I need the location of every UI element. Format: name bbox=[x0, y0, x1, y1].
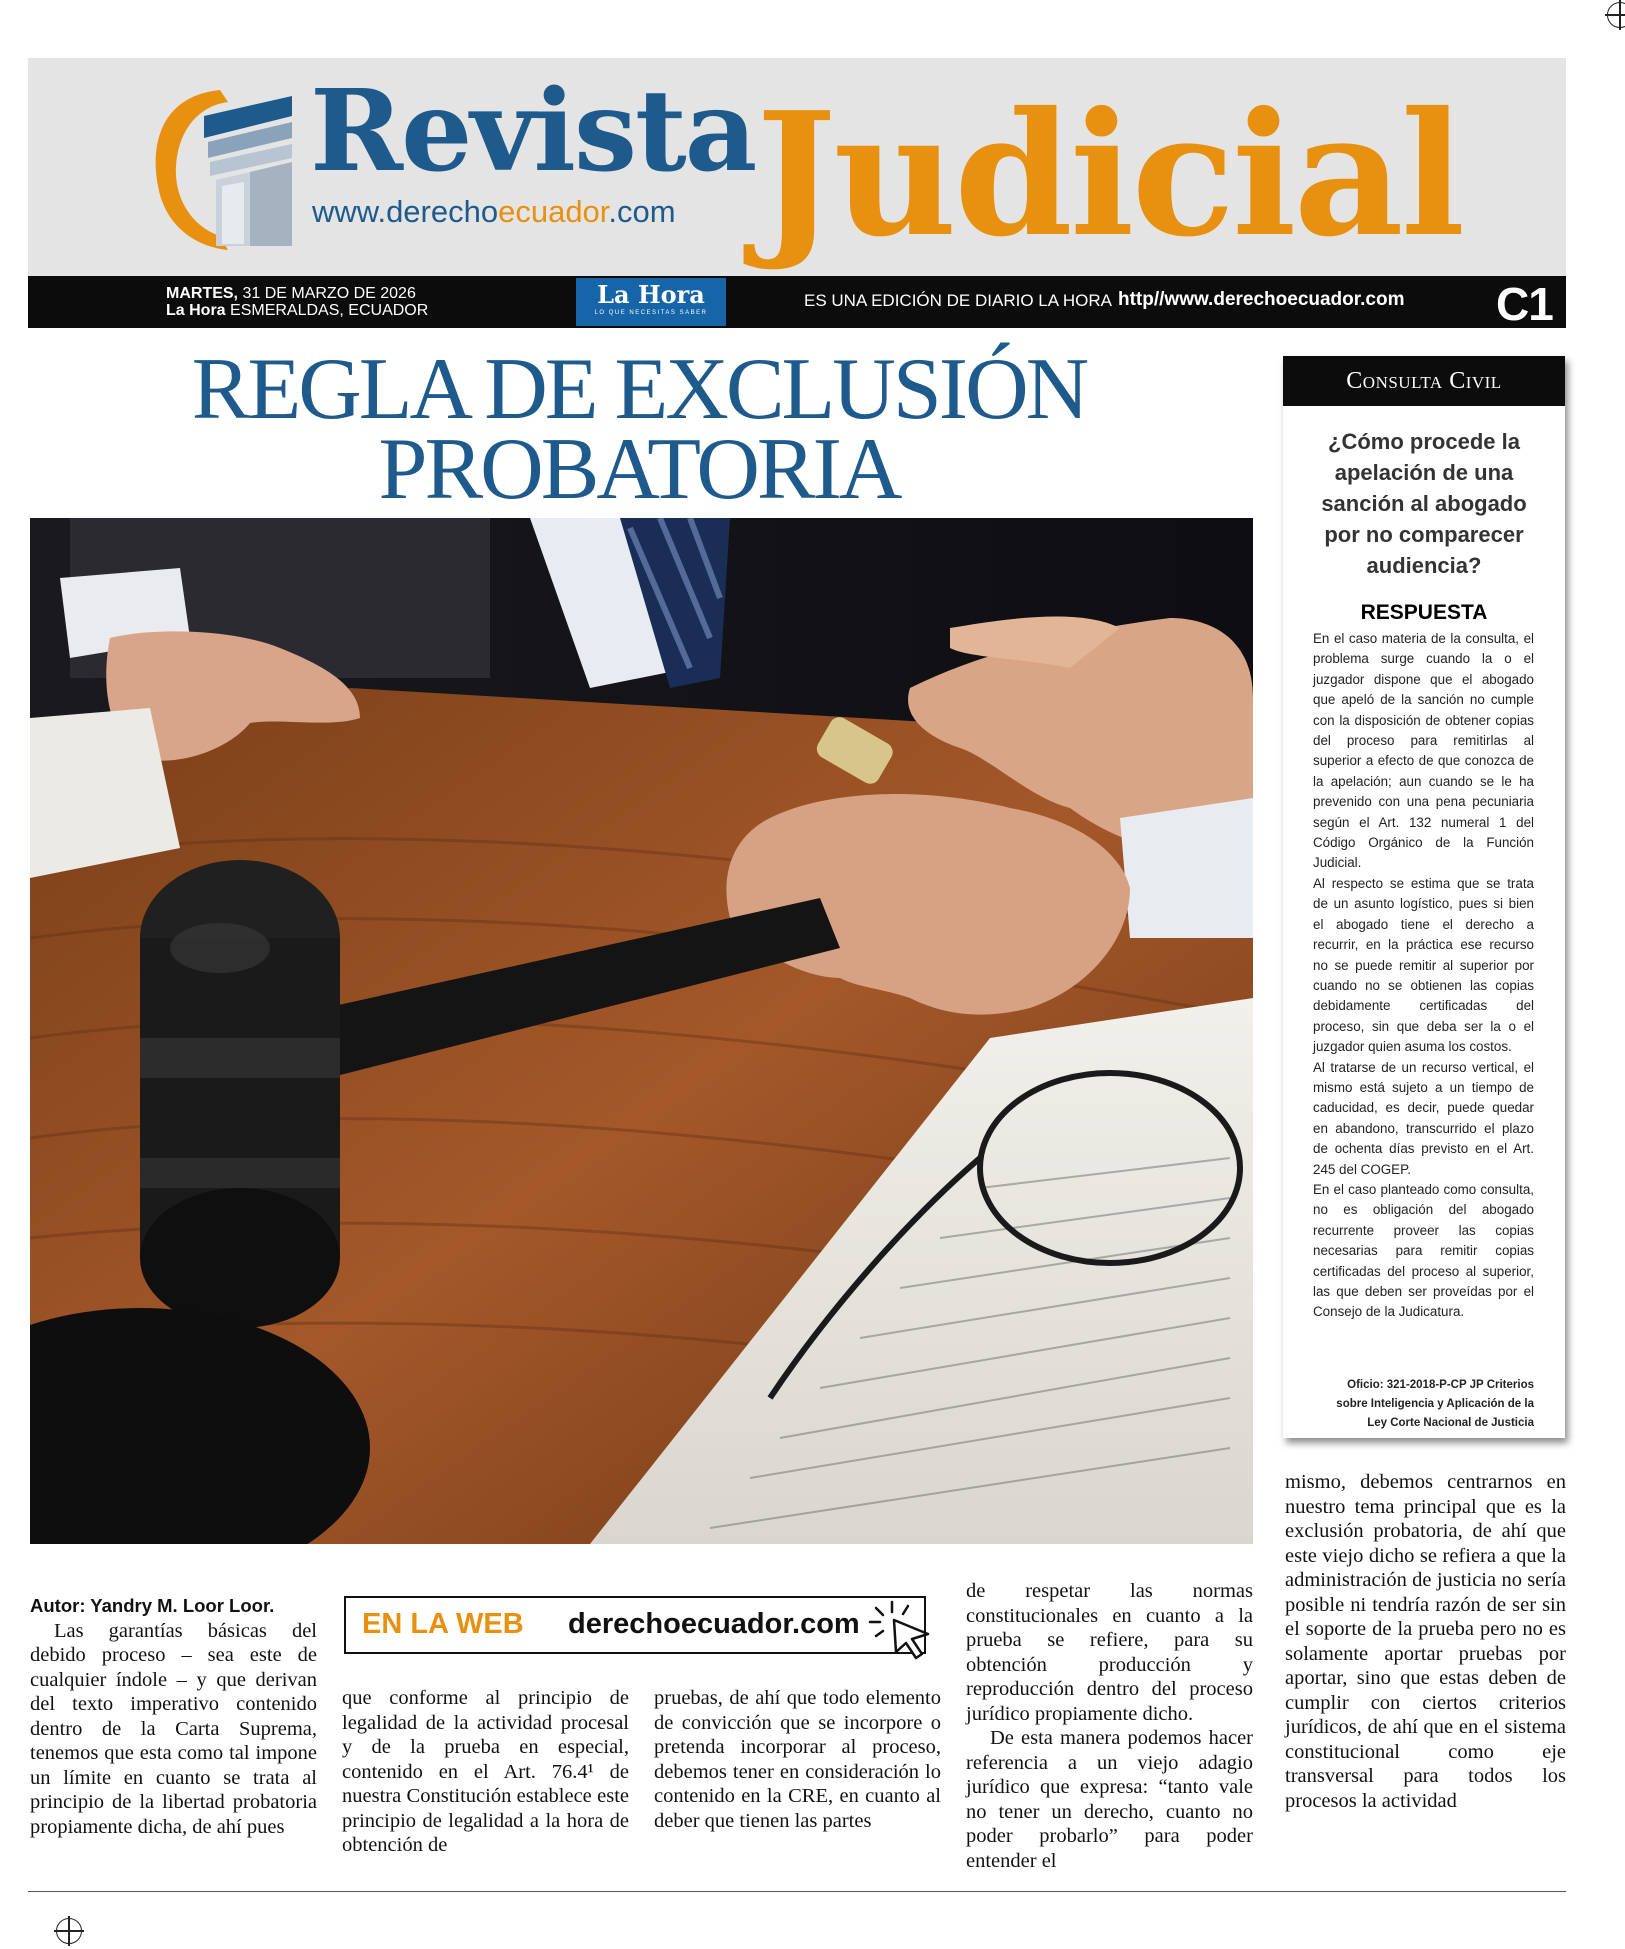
masthead-judicial: Judicial bbox=[756, 75, 1463, 275]
la-hora-name: La Hora bbox=[597, 280, 705, 309]
masthead-revista: Revista bbox=[310, 66, 756, 197]
sidebar-answer-title: RESPUESTA bbox=[1360, 601, 1488, 624]
website-link[interactable]: http//www.derechoecuador.com bbox=[1118, 289, 1405, 310]
sidebar-paragraph: En el caso materia de la consulta, el problema surge cuando la o el juzgador dispone que el abogado que apeló de la sanción no cumple con la disposición de obtener copias del proceso para remitirlas al superior a efecto de que conozca de la apelación; aun cuando se le ha prevenido con una pena pecuniaria según el Art. 132 numeral 1 del Código Orgánico de la Función Judicial. bbox=[1313, 631, 1534, 871]
issue-day: MARTES, bbox=[166, 285, 238, 302]
issue-paper: La Hora bbox=[166, 302, 226, 319]
page-number: C1 bbox=[1496, 278, 1553, 330]
sidebar-paragraph: En el caso planteado como consulta, no es obligación del abogado recurrente proveer las copias necesarias para remitir copias certificadas del proceso al superior, las que deben ser proveídas por el Consejo de la Judicatura. bbox=[1313, 1181, 1534, 1320]
sidebar-reference-line: Oficio: 321-2018-P-CP JP Criterios bbox=[1347, 1379, 1534, 1391]
article-paragraph: De esta manera podemos hacer referencia a un viejo adagio jurídico que expresa: “tanto vale no tener un derecho, cuanto no poder probarlo” para poder entender el bbox=[966, 1727, 1253, 1872]
bottom-rule bbox=[28, 1891, 1566, 1892]
edition-note: ES UNA EDICIÓN DE DIARIO LA HORA bbox=[804, 291, 1112, 310]
en-la-web-label: EN LA WEB bbox=[362, 1608, 524, 1640]
courtroom-photo-illustration bbox=[30, 518, 1253, 1544]
column-logo-icon bbox=[150, 86, 300, 254]
consulta-civil-sidebar bbox=[1283, 356, 1565, 1438]
article-photo bbox=[30, 518, 1253, 1544]
issue-city: ESMERALDAS, ECUADOR bbox=[225, 302, 429, 319]
sidebar-reference bbox=[1304, 1376, 1534, 1433]
cursor-click-icon bbox=[862, 1594, 942, 1674]
sidebar-paragraph: Al respecto se estima que se trata de un asunto logístico, pues si bien el abogado tiene el derecho a recurrir, en la práctica ese recurso no se puede remitir al superior por cuando no se obtienen las copias debidamente certificadas del proceso, sin que deba ser la o el juzgador quien asuma los costos. bbox=[1313, 875, 1534, 1055]
sidebar-reference-line: Ley Corte Nacional de Justicia bbox=[1367, 1417, 1534, 1429]
en-la-web-url[interactable]: derechoecuador.com bbox=[568, 1608, 860, 1640]
article-column-3 bbox=[654, 1686, 941, 1833]
article-author: Autor: Yandry M. Loor Loor. bbox=[30, 1595, 275, 1616]
masthead-url bbox=[312, 194, 676, 230]
url-suffix: .com bbox=[608, 194, 676, 229]
article-column-5 bbox=[1285, 1470, 1566, 1813]
article-paragraph: de respetar las normas constitucionales en cuanto a la prueba se refiere, para su obtención producción y reproducción dentro del proceso jurídico propiamente dicho. bbox=[966, 1580, 1253, 1725]
la-hora-logo bbox=[576, 278, 726, 326]
masthead bbox=[28, 58, 1566, 276]
article-column-1 bbox=[30, 1594, 317, 1839]
issue-date bbox=[166, 285, 428, 319]
headline-line-2: PROBATORIA bbox=[378, 421, 900, 518]
headline-line-1: REGLA DE EXCLUSIÓN bbox=[191, 341, 1087, 438]
article-paragraph: Las garantías básicas del debido proceso – sea este de cualquier índole – y que derivan del texto imperativo contenido dentro de la Carta Suprema, tenemos que esta como tal impone un límite en cuanto se trata al principio de la libertad probatoria propiamente dicha, de ahí pues bbox=[30, 1619, 317, 1838]
registration-mark-top-right bbox=[1607, 2, 1625, 28]
article-paragraph: pruebas, de ahí que todo elemento de convicción que se incorpore o pretenda incorporar al proceso, debemos tener en consideración lo contenido en la CRE, en cuanto al deber que tienen las partes bbox=[654, 1687, 941, 1832]
article-paragraph: mismo, debemos centrarnos en nuestro tema principal que es la exclusión probatoria, de ahí que este viejo dicho se refiera a que la administración de justicia no sería posible ni tendría razón de ser sin el soporte de la prueba pero no es solamente aportar pruebas por aportar, sino que estas deben de cumplir con ciertos criterios jurídicos, de ahí que en el sistema constitucional como eje transversal para todos los procesos la actividad bbox=[1285, 1471, 1566, 1812]
article-column-2 bbox=[342, 1686, 629, 1858]
sidebar-paragraph: Al tratarse de un recurso vertical, el mismo está sujeto a un tiempo de caducidad, es decir, puede quedar en abandono, transcurrido el plazo de ochenta días previsto en el Art. 245 del COGEP. bbox=[1313, 1059, 1534, 1177]
url-accent: ecuador bbox=[498, 194, 609, 229]
sidebar-question: ¿Cómo procede la apelación de una sanción al abogado por no comparecer audiencia? bbox=[1321, 429, 1527, 578]
url-prefix: www.derecho bbox=[312, 194, 499, 229]
la-hora-tagline: LO QUE NECESITAS SABER bbox=[594, 310, 708, 316]
en-la-web-box[interactable] bbox=[344, 1596, 926, 1654]
sidebar-answer-body bbox=[1313, 629, 1534, 1323]
article-column-4 bbox=[966, 1579, 1253, 1873]
registration-mark-bottom-left bbox=[56, 1918, 82, 1944]
article-paragraph: que conforme al principio de legalidad de la actividad procesal y de la prueba en especial, contenido en el Art. 76.4¹ de nuestra Constitución establece este principio de legalidad a la hora de obtención de bbox=[342, 1687, 629, 1856]
article-headline bbox=[28, 341, 1250, 518]
sidebar-reference-line: sobre Inteligencia y Aplicación de la bbox=[1336, 1398, 1534, 1410]
info-bar bbox=[28, 276, 1566, 328]
sidebar-header: Consulta Civil bbox=[1283, 356, 1565, 406]
issue-date-rest: 31 DE MARZO DE 2026 bbox=[238, 285, 416, 302]
gavel-icon bbox=[140, 860, 340, 1328]
